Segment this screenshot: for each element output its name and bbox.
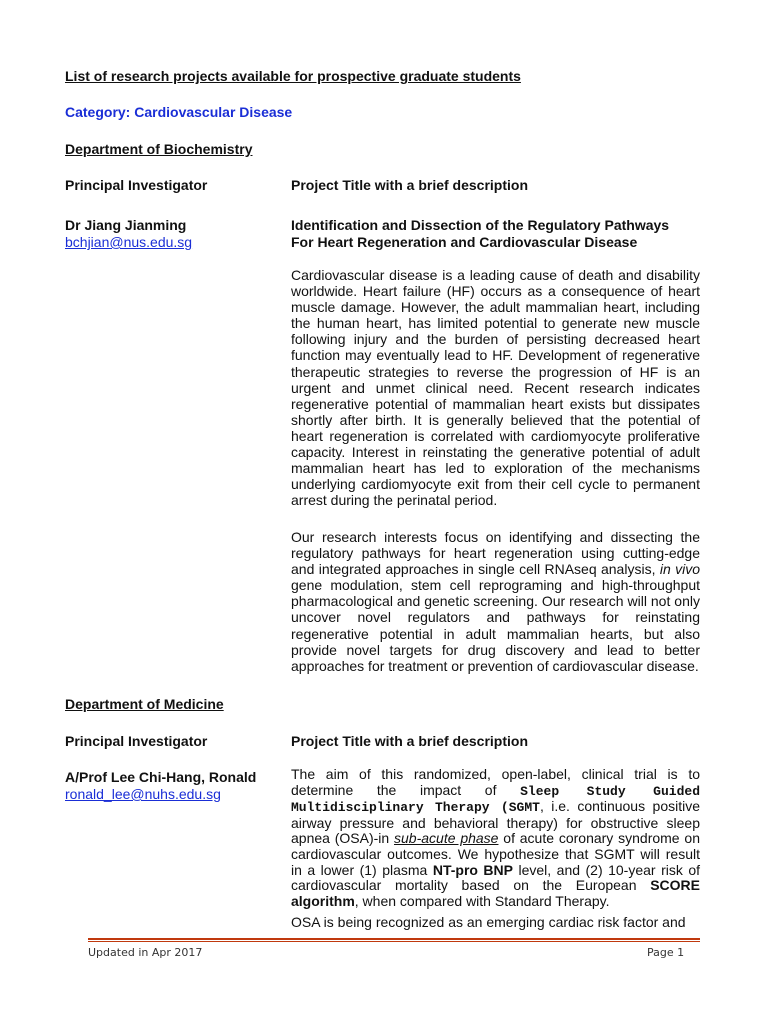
trial-next-paragraph: OSA is being recognized as an emerging cardiac risk factor and bbox=[291, 914, 686, 930]
page-heading: List of research projects available for prospective graduate students bbox=[65, 68, 521, 84]
italic-text: in vivo bbox=[659, 561, 700, 578]
pi-column-label: Principal Investigator bbox=[65, 733, 208, 749]
pi-email-link[interactable]: bchjian@nus.edu.sg bbox=[65, 234, 193, 250]
trial-description-paragraph: The aim of this randomized, open-label, clinical trial is to determine the impact of Sleep Study Guided Multidisciplinary Therapy (SGMT, i.e. continuous positive airway pressure and behavioral therapy) for obstructive sleep apnea (OSA)-in sub-acute phase of acute coronary syndrome on cardiovascular outcomes. We hypothesize that SGMT will result in a lower (1) plasma NT-pro BNP level, and (2) 10-year risk of cardiovascular mortality based on the European SCORE algorithm, when compared with Standard Therapy. bbox=[291, 766, 701, 909]
project-description-paragraph: Cardiovascular disease is a leading cause of death and disability worldwide. Heart failure (HF) occurs as a consequence of heart muscle damage. However, the adult mammalian heart, including the human heart, has limited potential to generate new muscle following injury and the burden of persisting decreased heart function may eventually lead to HF. Development of regenerative therapeutic strategies to reverse the progression of HF is an urgent and unmet clinical need. Recent research indicates regenerative potential of mammalian heart exists but dissipates shortly after birth. It is generally believed that the potential of heart regeneration is correlated with cardiomyocyte proliferative capacity. Interest in reinstating the generative potential of adult mammalian heart has led to exploration of the mechanisms underlying cardiomyocyte exit from their cell cycle to permanent arrest during the perinatal period. bbox=[291, 267, 700, 509]
category-label: Category: Cardiovascular Disease bbox=[65, 104, 293, 120]
pi-email-link[interactable]: ronald_lee@nuhs.edu.sg bbox=[65, 786, 221, 802]
project-title-line1: Identification and Dissection of the Regulatory Pathways bbox=[291, 217, 670, 233]
footer-page-number: Page 1 bbox=[647, 946, 685, 959]
project-research-paragraph: Our research interests focus on identifying and dissecting the regulatory pathways for heart regeneration using cutting-edge and integrated approaches in single cell RNAseq analysis, in vivo gene modulation, stem cell reprograming and high-throughput pharmacological and genetic screening. Our research will not only uncover novel regulators and pathways for reinstating regenerative potential in adult mammalian hearts, but also provide novel targets for drug discovery and lead to better approaches for treatment or prevention of cardiovascular disease. bbox=[291, 529, 700, 674]
underlined-italic-text: sub-acute phase bbox=[394, 830, 499, 847]
pi-name: Dr Jiang Jianming bbox=[65, 217, 187, 233]
department-heading: Department of Biochemistry bbox=[65, 141, 253, 157]
project-column-label: Project Title with a brief description bbox=[291, 177, 529, 193]
pi-name: A/Prof Lee Chi-Hang, Ronald bbox=[65, 769, 257, 785]
department-heading: Department of Medicine bbox=[65, 696, 224, 712]
footer-rule bbox=[88, 938, 700, 940]
footer-updated: Updated in Apr 2017 bbox=[88, 946, 203, 959]
project-column-label: Project Title with a brief description bbox=[291, 733, 529, 749]
project-title-line2: For Heart Regeneration and Cardiovascular Disease bbox=[291, 234, 638, 250]
pi-column-label: Principal Investigator bbox=[65, 177, 208, 193]
footer-rule-thin bbox=[88, 941, 700, 942]
